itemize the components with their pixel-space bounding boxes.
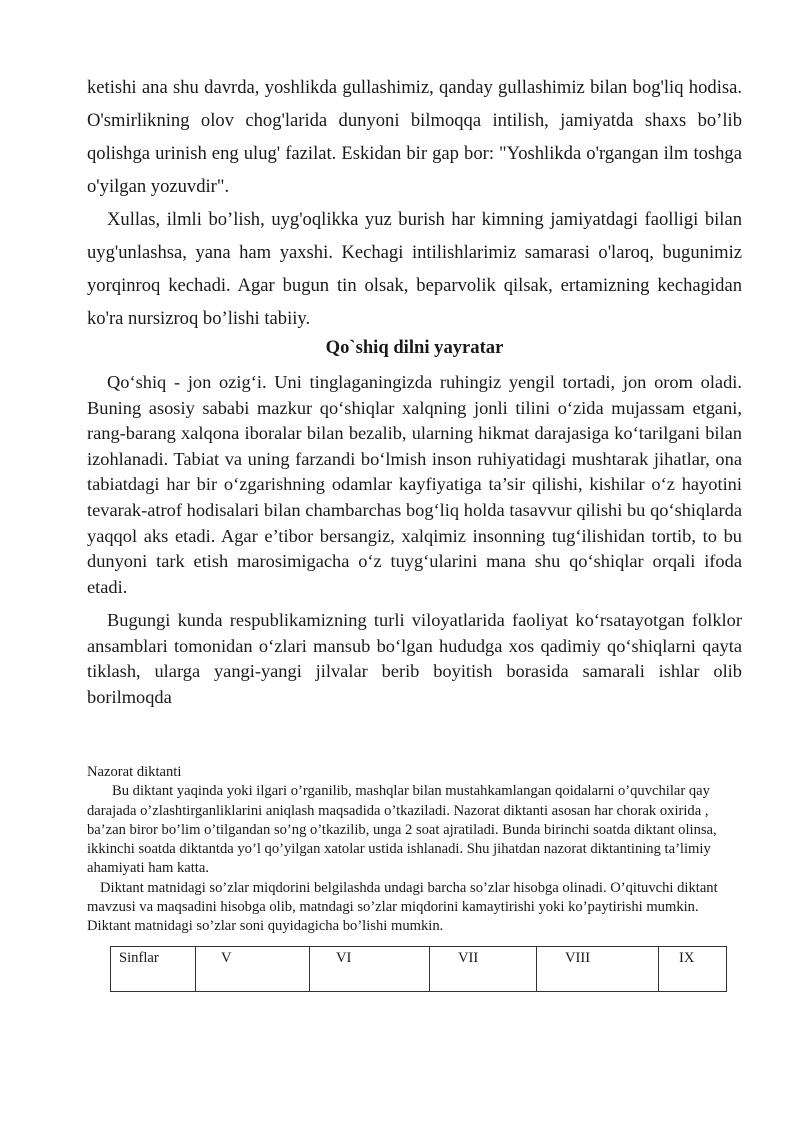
paragraph-ensembles: Bugungi kunda respublikamizning turli viloyatlarida faoliyat ko‘rsatayotgan folklor ansamblari tomonidan o‘zlari mansub bo‘lgan hududga xos qadimiy qo‘shiqlarni qayta tiklash, ularga yangi-yangi jilvalar berib boyitish borasida samarali ishlar olib borilmoqda — [87, 610, 742, 707]
dictation-heading: Nazorat diktanti — [87, 764, 182, 780]
table-cell-header: Sinflar — [111, 947, 196, 992]
table-cell: VI — [310, 947, 430, 992]
table-cell: V — [196, 947, 310, 992]
table-cell: VII — [430, 947, 537, 992]
table-row — [111, 947, 727, 992]
paragraph-summary: Xullas, ilmli bo’lish, uyg'oqlikka yuz burish har kimning jamiyatdagi faolligi bilan uyg'unlashsa, yana ham yaxshi. Kechagi intilishlarimiz samarasi o'laroq, bugunimiz yorqinroq kechadi. Agar bugun tin olsak, beparvolik qilsak, ertamizning kechagidan ko'ra nursizroq bo’lishi tabiiy. — [87, 209, 742, 329]
grades-table — [110, 946, 727, 992]
table-cell: IX — [659, 947, 727, 992]
table-cell: VIII — [537, 947, 659, 992]
section-title: Qo`shiq dilni yayratar — [325, 337, 504, 358]
dictation-section — [87, 763, 743, 937]
paragraph-song: Qo‘shiq - jon ozig‘i. Uni tinglaganingizda ruhingiz yengil tortadi, jon orom oladi. Buning asosiy sababi mazkur qo‘shiqlar xalqning jonli tilini o‘zida mujassam etgani, rang-barang xalqona iboralar bilan bezalib, ularning hikmat darajasiga ko‘tarilgani bilan izohlanadi. Tabiat va uning farzandi bo‘lmish inson ruhiyatidagi mushtarak jihatlar, ona tabiatdagi har bir o‘zgarishning odamlar kayfiyatiga ta’sir qilishi, kishilar o‘z hayotini tevarak-atrof hodisalari bilan chambarchas bog‘liq holda tasavvur qilishi bu qo‘shiqlarda yaqqol aks etadi. Agar e’tibor bersangiz, xalqimiz insonning tug‘ilishidan tortib, to bu dunyoni tark etish marosimigacha o‘z tuyg‘ularini mana shu qo‘shiqlar orqali ifoda etadi. — [87, 372, 742, 597]
dictation-paragraph-1: Bu diktant yaqinda yoki ilgari o’rganilib, mashqlar bilan mustahkamlangan qoidalarni o’quvchilar qay darajada o’zlashtirganliklarini aniqlash maqsadida o’tkaziladi. Nazorat diktanti asosan har chorak oxirida , ba’zan biror bo’lim o’tilgandan so’ng o’tkazilib, unga 2 soat ajratiladi. Bunda birinchi soatda diktant olinsa, ikkinchi soatda diktantda yo’l qo’yilgan xatolar ustida ishlanadi. Shu jihatdan nazorat diktantining ta’limiy ahamiyati ham katta. — [87, 783, 717, 877]
paragraph-youth: ketishi ana shu davrda, yoshlikda gullashimiz, qanday gullashimiz bilan bog'liq hodisa. O'smirlikning olov chog'larida dunyoni bilmoqqa intilish, jamiyatda shaxs bo’lib qolishga urinish eng ulug' fazilat. Eskidan bir gap bor: "Yoshlikda o'rgangan ilm toshga o'yilgan yozuvdir". — [87, 77, 742, 197]
dictation-paragraph-2: Diktant matnidagi so’zlar miqdorini belgilashda undagi barcha so’zlar hisobga olinadi. O’qituvchi diktant mavzusi va maqsadini hisobga olib, matndagi so’zlar miqdorini kamaytirishi yoki ko’paytirishi mumkin. Diktant matnidagi so’zlar soni quyidagicha bo’lishi mumkin. — [87, 879, 718, 935]
